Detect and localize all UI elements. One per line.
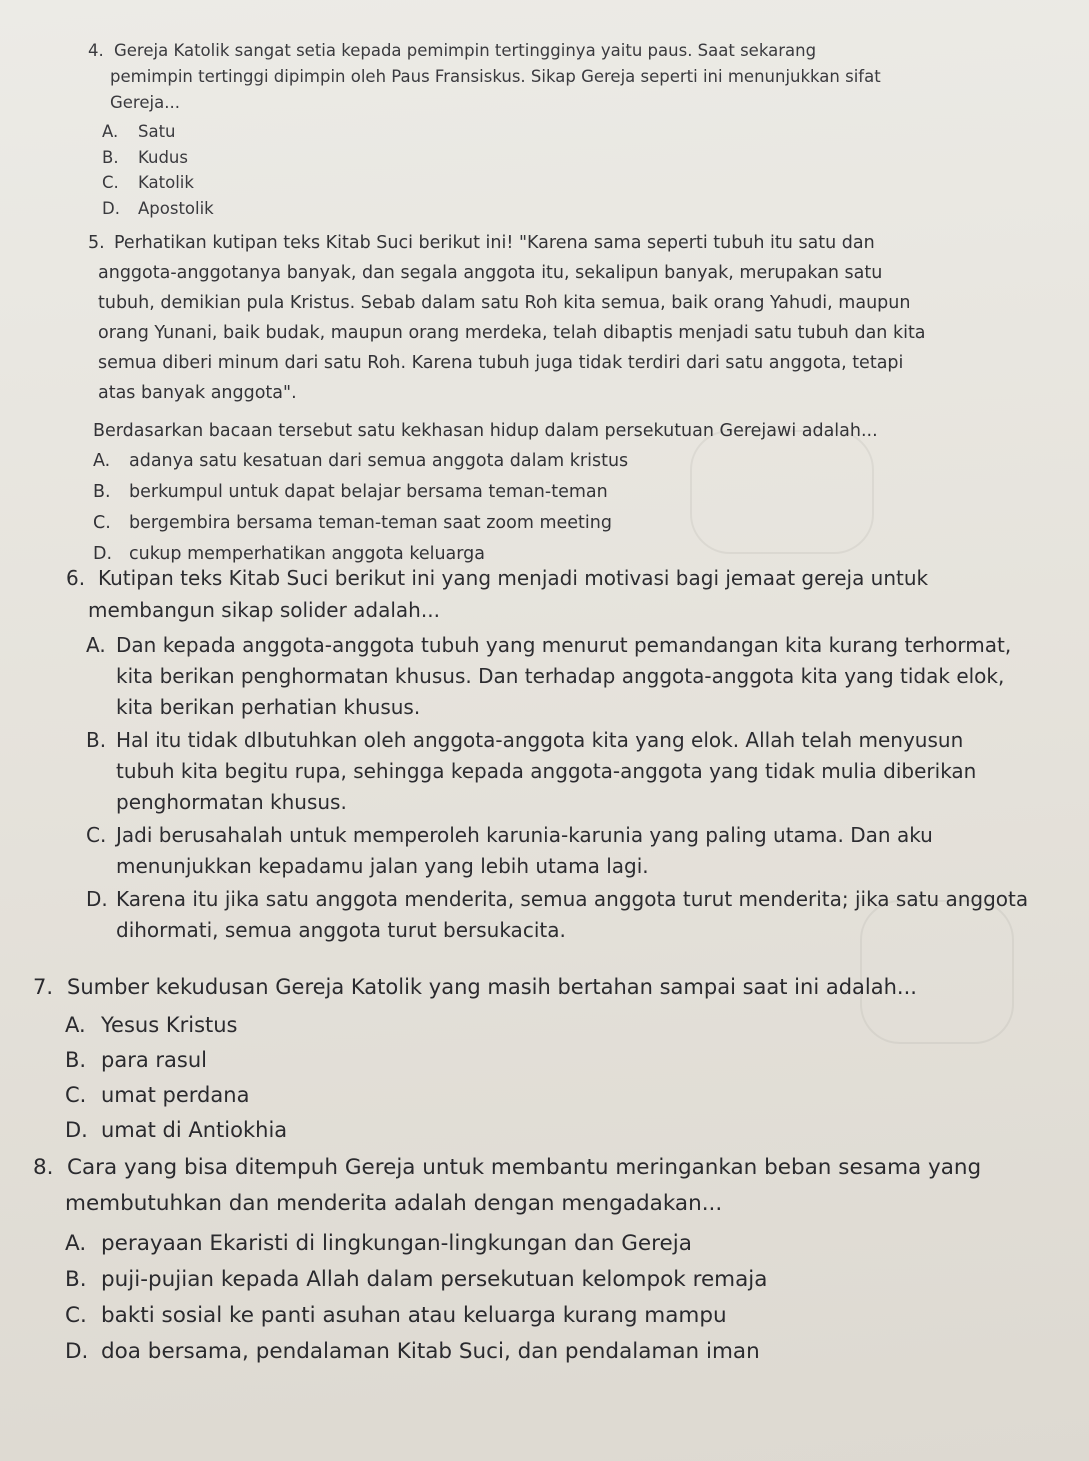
option-letter: A.: [86, 633, 106, 657]
option-letter: D.: [102, 198, 120, 218]
option-letter: A.: [102, 122, 119, 141]
option-text: umat perdana: [101, 1083, 250, 1107]
option-text: Satu: [138, 122, 176, 141]
option-text: Apostolik: [138, 198, 214, 218]
question-6: [66, 562, 1028, 948]
option-letter: B.: [102, 147, 119, 167]
option-text: para rasul: [101, 1048, 207, 1072]
question-number: 4.: [88, 41, 104, 60]
question-text-line: semua diberi minum dari satu Roh. Karena tubuh juga tidak terdiri dari satu anggota, tetapi: [98, 353, 904, 373]
option-list: [65, 1226, 981, 1370]
option-a[interactable]: [102, 119, 881, 145]
option-c[interactable]: [65, 1298, 981, 1334]
option-text: bakti sosial ke panti asuhan atau keluarga kurang mampu: [101, 1303, 727, 1328]
question-text-line: Perhatikan kutipan teks Kitab Suci berikut ini! "Karena sama seperti tubuh itu satu dan: [114, 233, 875, 253]
question-7: [33, 970, 917, 1148]
option-text-line: Karena itu jika satu anggota menderita, semua anggota turut menderita; jika satu anggota: [116, 887, 1029, 911]
question-number: 7.: [33, 975, 54, 999]
option-a[interactable]: [86, 630, 1028, 723]
question-number: 6.: [66, 566, 86, 590]
question-text-line: Gereja...: [110, 93, 180, 112]
question-lead: Berdasarkan bacaan tersebut satu kekhasan hidup dalam persekutuan Gerejawi adalah...: [93, 421, 878, 441]
option-letter: A.: [65, 1013, 86, 1037]
option-text: Kudus: [138, 147, 188, 167]
question-text-line: atas banyak anggota".: [98, 383, 297, 403]
option-text-line: Jadi berusahalah untuk memperoleh karunia-karunia yang paling utama. Dan aku: [116, 823, 933, 847]
option-text: puji-pujian kepada Allah dalam persekutuan kelompok remaja: [101, 1267, 768, 1292]
option-letter: B.: [65, 1267, 87, 1292]
option-text-line: penghormatan khusus.: [116, 790, 347, 814]
option-a[interactable]: [93, 446, 926, 477]
option-letter: D.: [65, 1339, 89, 1364]
option-text: bergembira bersama teman-teman saat zoom meeting: [129, 513, 612, 533]
option-letter: C.: [86, 823, 107, 847]
question-text-line: Sumber kekudusan Gereja Katolik yang masih bertahan sampai saat ini adalah...: [67, 975, 917, 999]
option-letter: A.: [65, 1231, 87, 1256]
question-text-line: orang Yunani, baik budak, maupun orang merdeka, telah dibaptis menjadi satu tubuh dan kita: [98, 323, 926, 343]
option-b[interactable]: [65, 1043, 917, 1078]
option-text: berkumpul untuk dapat belajar bersama teman-teman: [129, 482, 608, 502]
option-letter: C.: [65, 1083, 87, 1107]
option-a[interactable]: [65, 1008, 917, 1043]
option-b[interactable]: [65, 1262, 981, 1298]
option-letter: C.: [65, 1303, 87, 1328]
option-letter: B.: [86, 728, 107, 752]
option-text: cukup memperhatikan anggota keluarga: [129, 544, 485, 564]
option-c[interactable]: [102, 170, 881, 196]
option-list: [102, 119, 881, 221]
option-c[interactable]: [86, 820, 1028, 882]
question-4: [88, 38, 881, 221]
option-text-line: kita berikan perhatian khusus.: [116, 695, 421, 719]
option-letter: D.: [65, 1118, 88, 1142]
option-d[interactable]: [102, 196, 881, 222]
option-letter: A.: [93, 451, 111, 471]
question-text-line: Cara yang bisa ditempuh Gereja untuk membantu meringankan beban sesama yang: [67, 1155, 982, 1180]
option-text-line: dihormati, semua anggota turut bersukacita.: [116, 918, 566, 942]
option-letter: C.: [102, 173, 119, 192]
option-text: Katolik: [138, 173, 194, 192]
question-text-line: pemimpin tertinggi dipimpin oleh Paus Fransiskus. Sikap Gereja seperti ini menunjukkan sifat: [110, 67, 881, 86]
option-text-line: tubuh kita begitu rupa, sehingga kepada anggota-anggota yang tidak mulia diberikan: [116, 759, 977, 783]
option-letter: B.: [65, 1048, 87, 1072]
question-text-line: anggota-anggotanya banyak, dan segala anggota itu, sekalipun banyak, merupakan satu: [98, 263, 883, 283]
option-b[interactable]: [93, 477, 926, 508]
question-5: [88, 228, 926, 570]
question-text-line: Kutipan teks Kitab Suci berikut ini yang menjadi motivasi bagi jemaat gereja untuk: [98, 566, 929, 590]
question-number: 8.: [33, 1155, 54, 1180]
option-d[interactable]: [86, 884, 1028, 946]
option-text-line: Dan kepada anggota-anggota tubuh yang menurut pemandangan kita kurang terhormat,: [116, 633, 1012, 657]
option-text: perayaan Ekaristi di lingkungan-lingkungan dan Gereja: [101, 1231, 692, 1256]
option-d[interactable]: [65, 1334, 981, 1370]
question-text-line: membutuhkan dan menderita adalah dengan mengadakan...: [65, 1191, 723, 1216]
question-text-line: membangun sikap solider adalah...: [88, 598, 440, 622]
option-text-line: Hal itu tidak dIbutuhkan oleh anggota-anggota kita yang elok. Allah telah menyusun: [116, 728, 964, 752]
option-letter: D.: [86, 887, 108, 911]
option-c[interactable]: [65, 1078, 917, 1113]
option-text-line: menunjukkan kepadamu jalan yang lebih utama lagi.: [116, 854, 649, 878]
option-list: [93, 446, 926, 570]
question-8: [33, 1150, 981, 1370]
option-text-line: kita berikan penghormatan khusus. Dan terhadap anggota-anggota kita yang tidak elok,: [116, 664, 1005, 688]
option-letter: B.: [93, 482, 111, 502]
question-number: 5.: [88, 233, 105, 253]
option-text: Yesus Kristus: [101, 1013, 238, 1037]
option-list: [86, 630, 1028, 946]
option-text: doa bersama, pendalaman Kitab Suci, dan pendalaman iman: [101, 1339, 760, 1364]
option-a[interactable]: [65, 1226, 981, 1262]
question-text-line: Gereja Katolik sangat setia kepada pemimpin tertingginya yaitu paus. Saat sekarang: [114, 41, 817, 60]
option-text: adanya satu kesatuan dari semua anggota dalam kristus: [129, 451, 629, 471]
option-text: umat di Antiokhia: [101, 1118, 288, 1142]
question-text-line: tubuh, demikian pula Kristus. Sebab dalam satu Roh kita semua, baik orang Yahudi, maupun: [98, 293, 911, 313]
option-b[interactable]: [102, 145, 881, 171]
option-d[interactable]: [65, 1113, 917, 1148]
option-c[interactable]: [93, 508, 926, 539]
option-letter: C.: [93, 513, 111, 533]
option-list: [65, 1008, 917, 1148]
option-b[interactable]: [86, 725, 1028, 818]
option-letter: D.: [93, 544, 113, 564]
